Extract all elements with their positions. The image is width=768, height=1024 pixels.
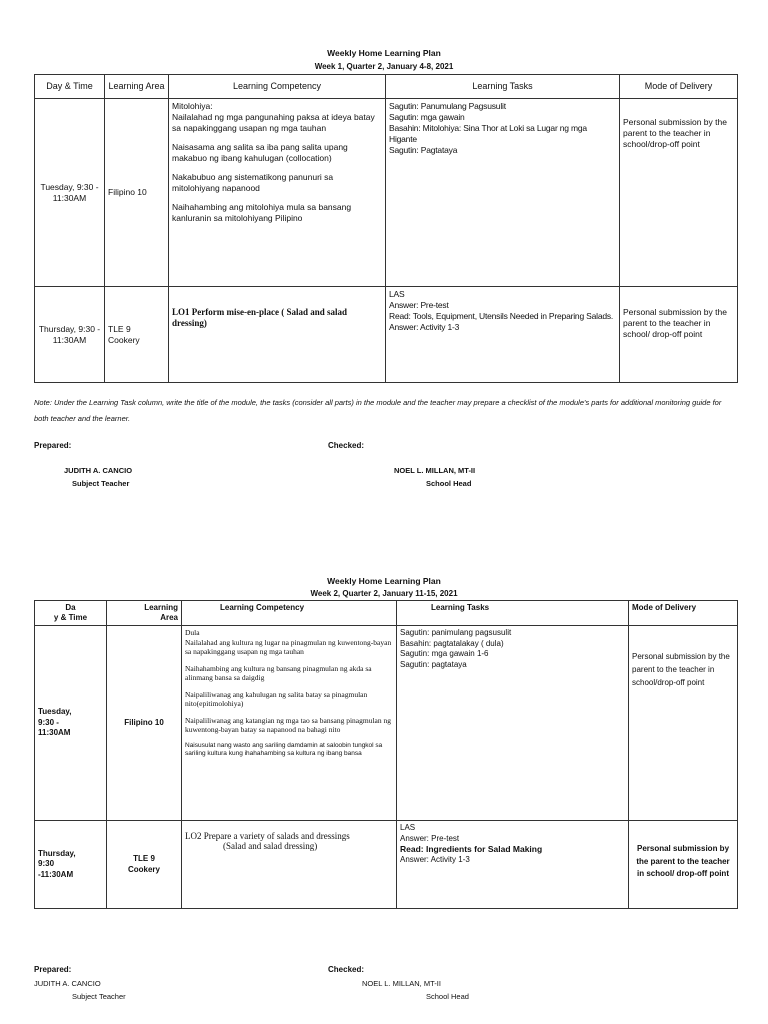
page1-checked-role: School Head (426, 479, 472, 488)
learning-area-cell: Filipino 10 (105, 99, 169, 287)
task-item: Basahin: Mitolohiya: Sina Thor at Loki sa Lugar ng mga Higante (389, 123, 587, 144)
day-time-cell: Thursday, 9:30 - 11:30AM (35, 287, 105, 383)
page2-title: Weekly Home Learning Plan (327, 576, 441, 586)
task-item: Read: Tools, Equipment, Utensils Needed in Preparing Salads. (389, 311, 614, 321)
learning-area-cell: TLE 9 Cookery (105, 287, 169, 383)
day-time-cell: Tuesday, 9:30 - 11:30AM (35, 626, 107, 821)
learning-area-cell: Filipino 10 (107, 626, 182, 821)
task-item: Answer: Pre-test (400, 833, 460, 843)
competency-cell (169, 287, 386, 383)
delivery-text: Personal submission by the parent to the teacher in school/ drop-off point (623, 307, 727, 339)
competency-cell (182, 626, 397, 821)
header-learning-competency: Learning Competency (182, 601, 397, 626)
table-row (35, 99, 738, 287)
learning-area-cell: TLE 9 Cookery (107, 821, 182, 909)
page1-title: Weekly Home Learning Plan (327, 48, 441, 58)
delivery-cell (620, 99, 738, 287)
header-mode-of-delivery: Mode of Delivery (620, 75, 738, 99)
competency-item: LO1 Perform mise-en-place ( Salad and salad dressing) (172, 307, 347, 328)
delivery-text: Personal submission by the parent to the teacher in school/ drop-off point (636, 844, 730, 878)
tasks-cell (397, 821, 629, 909)
competency-item: Naisasama ang salita sa iba pang salita upang makabuo ng ibang kahulugan (collocation) (172, 142, 348, 163)
page1-prepared-role: Subject Teacher (72, 479, 130, 488)
day-time-cell: Thursday, 9:30 -11:30AM (35, 821, 107, 909)
table-row (35, 287, 738, 383)
task-item: Sagutin: panimulang pagsusulit (400, 628, 512, 637)
page1-prepared-label: Prepared: (34, 441, 72, 450)
page1-note: Note: Under the Learning Task column, write the title of the module, the tasks (consider all parts) in the module and the teacher may prepare a checklist of the module's parts for additional monitoring guide for both teacher and the learner. (34, 398, 722, 423)
page1-checked-label: Checked: (328, 441, 365, 450)
task-item: Sagutin: mga gawain (389, 112, 465, 122)
header-learning-competency: Learning Competency (169, 75, 386, 99)
page2-subtitle: Week 2, Quarter 2, January 11-15, 2021 (310, 589, 458, 598)
competency-item: (Salad and salad dressing) (223, 841, 318, 851)
page2-checked-label: Checked: (328, 965, 365, 974)
task-item: Answer: Pre-test (389, 300, 449, 310)
task-item: Sagutin: Panumulang Pagsusulit (389, 101, 506, 111)
page1-subtitle: Week 1, Quarter 2, January 4-8, 2021 (314, 62, 454, 71)
delivery-text: Personal submission by the parent to the teacher in school/drop-off point (632, 652, 730, 687)
competency-item: Dula Nailalahad ang kultura ng lugar na pinagmulan ng kuwentong-bayan sa napakinggang usapan ng mga tauhan (185, 628, 392, 656)
header-mode-of-delivery: Mode of Delivery (629, 601, 738, 626)
delivery-text: Personal submission by the parent to the teacher in school/drop-off point (623, 117, 727, 149)
tasks-cell (386, 99, 620, 287)
page1-prepared-name: JUDITH A. CANCIO (64, 466, 133, 475)
tasks-cell (397, 626, 629, 821)
day-time-cell: Tuesday, 9:30 - 11:30AM (35, 99, 105, 287)
task-item: LAS (400, 823, 416, 832)
header-learning-tasks: Learning Tasks (386, 75, 620, 99)
task-item: Sagutin: Pagtataya (389, 145, 458, 155)
task-item: Sagutin: mga gawain 1-6 (400, 649, 489, 658)
task-item: Answer: Activity 1-3 (389, 322, 460, 332)
page2-checked-name: NOEL L. MILLAN, MT-II (362, 979, 441, 988)
competency-item: Naipaliliwanag ang katangian ng mga tao sa bansang pinagmulan ng kuwentong-bayan batay sa napanood na bahagi nito (185, 715, 391, 734)
task-item: Answer: Activity 1-3 (400, 854, 470, 864)
table-row (35, 626, 738, 821)
tasks-cell (386, 287, 620, 383)
competency-item: Mitolohiya: Nailalahad ng mga pangunahing paksa at ideya batay sa napakinggang usapan ng mga tauhan (172, 101, 375, 133)
page2-checked-role: School Head (426, 992, 469, 1001)
header-day-time: Da y & Time (35, 601, 107, 626)
competency-item: Naihahambing ang mitolohiya mula sa bansang kanluranin sa mitolohiyang Pilipino (172, 202, 352, 223)
competency-item: Nakabubuo ang sistematikong panunuri sa mitolohiyang napanood (172, 172, 334, 193)
competency-item: LO2 Prepare a variety of salads and dressings (185, 831, 350, 841)
task-item: LAS (389, 289, 405, 299)
competency-item: Naipaliliwanag ang kahulugan ng salita batay sa pinagmulan nito(epitimolohiya) (185, 689, 368, 708)
page2-prepared-role: Subject Teacher (72, 992, 126, 1001)
delivery-cell (629, 626, 738, 821)
page1-plan-table (34, 74, 738, 383)
competency-item: Naihahambing ang kultura ng bansang pinagmulan ng akda sa alinmang bansa sa daigdig (185, 663, 372, 682)
header-learning-tasks: Learning Tasks (397, 601, 629, 626)
page2-prepared-name: JUDITH A. CANCIO (34, 979, 101, 988)
header-day-time: Day & Time (35, 75, 105, 99)
task-item: Basahin: pagtatalakay ( dula) (400, 638, 504, 648)
competency-item: Naisusulat nang wasto ang sariling damdamin at saloobin tungkol sa sariling kultura kung ihahahambing sa kultura ng ibang bansa (185, 741, 383, 757)
competency-cell (182, 821, 397, 909)
delivery-cell (629, 821, 738, 909)
task-item: Sagutin: pagtataya (400, 659, 467, 669)
page2-prepared-label: Prepared: (34, 965, 72, 974)
task-item: Read: Ingredients for Salad Making (400, 844, 543, 854)
competency-cell (169, 99, 386, 287)
delivery-cell (620, 287, 738, 383)
header-learning-area: Learning Area (105, 75, 169, 99)
header-learning-area: Learning Area (107, 601, 182, 626)
page1-checked-name: NOEL L. MILLAN, MT-II (394, 466, 476, 475)
table-row (35, 821, 738, 909)
page2-plan-table (34, 600, 738, 909)
